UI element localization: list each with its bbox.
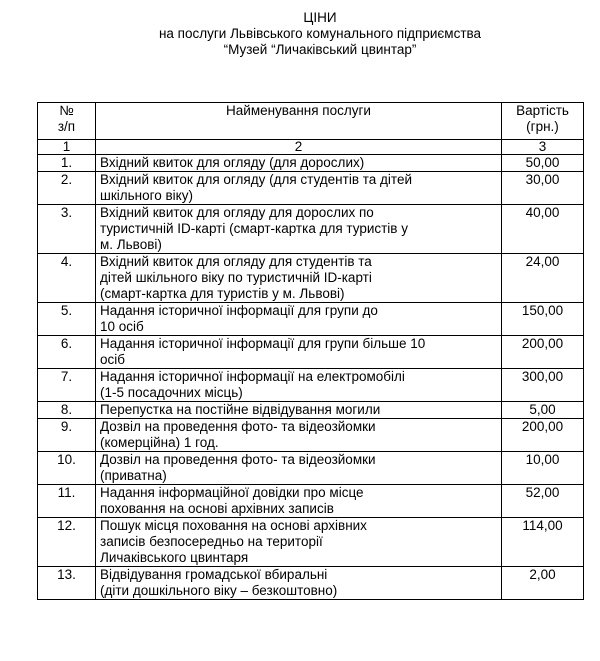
service-name	[96, 172, 502, 205]
service-name-line: Дозвіл на проведення фото- та відеозйомки	[100, 419, 376, 434]
column-index-3: 3	[502, 140, 584, 155]
table-row	[38, 155, 584, 172]
table-header-row	[38, 103, 584, 140]
service-name-line: Надання інформаційної довідки про місце	[100, 485, 364, 500]
table-row	[38, 419, 584, 452]
service-price: 5,00	[502, 402, 584, 419]
service-name	[96, 155, 502, 172]
service-name	[96, 419, 502, 452]
service-name-line: (приватна)	[100, 468, 167, 483]
service-name	[96, 336, 502, 369]
column-index-2: 2	[96, 140, 502, 155]
service-name-line: осіб	[100, 352, 125, 367]
service-name	[96, 303, 502, 336]
service-name-line: Вхідний квиток для огляду для дорослих по	[100, 205, 374, 220]
service-name-line: м. Львові)	[100, 237, 162, 252]
table-row	[38, 254, 584, 303]
row-number: 10.	[38, 452, 96, 485]
service-name-line: (1-5 посадочних місць)	[100, 385, 243, 400]
service-price: 200,00	[502, 419, 584, 452]
service-name-line: (комерційна) 1 год.	[100, 435, 219, 450]
service-name-line: Личаківського цвинтаря	[100, 550, 249, 565]
service-name-line: Відвідування громадської вбиральні	[100, 567, 328, 582]
table-row	[38, 303, 584, 336]
row-number: 9.	[38, 419, 96, 452]
service-name-line: Надання історичної інформації для групи більше 10	[100, 336, 426, 351]
service-name	[96, 402, 502, 419]
service-price: 50,00	[502, 155, 584, 172]
table-row	[38, 205, 584, 254]
table-row	[38, 518, 584, 567]
table-row	[38, 452, 584, 485]
document-header	[0, 10, 600, 58]
table-row	[38, 172, 584, 205]
row-number: 11.	[38, 485, 96, 518]
service-name-line: Вхідний квиток для огляду для студентів та	[100, 254, 372, 269]
column-index-1: 1	[38, 140, 96, 155]
header-number	[38, 103, 96, 140]
service-name-line: Вхідний квиток для огляду (для дорослих)	[100, 155, 365, 170]
service-price: 30,00	[502, 172, 584, 205]
service-name-line: Вхідний квиток для огляду (для студентів та дітей	[100, 172, 412, 187]
service-name	[96, 205, 502, 254]
service-price: 52,00	[502, 485, 584, 518]
table-row	[38, 567, 584, 600]
service-name	[96, 567, 502, 600]
row-number: 13.	[38, 567, 96, 600]
service-name-line: 10 осіб	[100, 319, 144, 334]
service-price: 40,00	[502, 205, 584, 254]
table-row	[38, 485, 584, 518]
row-number: 6.	[38, 336, 96, 369]
service-price: 150,00	[502, 303, 584, 336]
row-number: 4.	[38, 254, 96, 303]
service-price: 300,00	[502, 369, 584, 402]
price-table-body	[38, 155, 584, 600]
service-price: 2,00	[502, 567, 584, 600]
row-number: 2.	[38, 172, 96, 205]
row-number: 5.	[38, 303, 96, 336]
service-name-line: шкільного віку)	[100, 188, 193, 203]
service-name-line: Надання історичної інформації для групи до	[100, 303, 378, 318]
service-name-line: дітей шкільного віку по туристичній ID-карті	[100, 270, 372, 285]
service-name	[96, 254, 502, 303]
service-price: 10,00	[502, 452, 584, 485]
service-name-line: Надання історичної інформації на електромобілі	[100, 369, 405, 384]
service-name-line: (діти дошкільного віку – безкоштовно)	[100, 583, 338, 598]
service-name-line: Пошук місця поховання на основі архівних	[100, 518, 367, 533]
header-service-name: Найменування послуги	[96, 103, 502, 140]
service-name-line: поховання на основі архівних записів	[100, 501, 334, 516]
table-row	[38, 402, 584, 419]
document-subtitle-line-1: на послуги Львівського комунального підприємства	[158, 26, 482, 41]
column-index-row	[38, 140, 584, 155]
document-subtitle-line-2: “Музей “Личаківський цвинтар”	[223, 42, 417, 57]
row-number: 8.	[38, 402, 96, 419]
service-price: 200,00	[502, 336, 584, 369]
row-number: 1.	[38, 155, 96, 172]
header-price-line-1: Вартість	[516, 103, 569, 118]
header-price-line-2: (грн.)	[526, 119, 559, 134]
row-number: 3.	[38, 205, 96, 254]
document-title: ЦІНИ	[303, 10, 337, 25]
row-number: 12.	[38, 518, 96, 567]
table-row	[38, 369, 584, 402]
service-name-line: туристичній ID-карті (смарт-картка для туристів у	[100, 221, 408, 236]
table-row	[38, 336, 584, 369]
service-name-line: (смарт-картка для туристів у м. Львові)	[100, 286, 345, 301]
header-number-line-2: з/п	[57, 119, 76, 134]
service-name-line: Перепустка на постійне відвідування могили	[100, 402, 381, 417]
header-number-line-1: №	[59, 103, 74, 118]
header-price	[502, 103, 584, 140]
service-name	[96, 518, 502, 567]
service-name-line: Дозвіл на проведення фото- та відеозйомки	[100, 452, 376, 467]
service-name	[96, 369, 502, 402]
service-name	[96, 485, 502, 518]
service-name	[96, 452, 502, 485]
row-number: 7.	[38, 369, 96, 402]
service-price: 114,00	[502, 518, 584, 567]
service-name-line: записів безпосередньо на території	[100, 534, 323, 549]
price-table	[37, 102, 584, 600]
service-price: 24,00	[502, 254, 584, 303]
